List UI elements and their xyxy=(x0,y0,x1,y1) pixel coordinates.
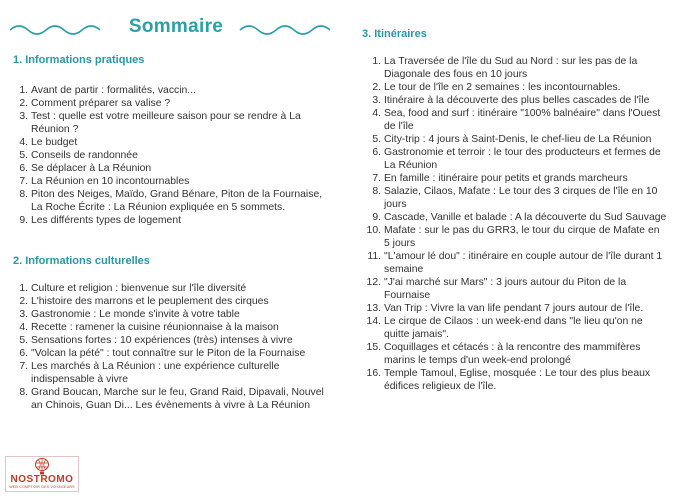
list-item xyxy=(362,276,668,302)
list-item xyxy=(13,214,333,227)
list-item-number: 2. xyxy=(372,82,381,93)
list-item-text: Itinéraire à la découverte des plus belles cascades de l'île xyxy=(384,95,650,106)
page-title: Sommaire xyxy=(128,16,224,37)
list-item xyxy=(13,360,335,386)
list-item xyxy=(13,136,333,149)
list-item-number: 1. xyxy=(372,56,381,67)
list-item-text: La Réunion en 10 incontournables xyxy=(31,176,190,187)
list-item-text: Test : quelle est votre meilleure saison pour se rendre à La Réunion ? xyxy=(31,111,301,135)
list-item-text: En famille : itinéraire pour petits et grands marcheurs xyxy=(384,173,628,184)
list-item xyxy=(13,188,333,214)
list-item-text: Avant de partir : formalités, vaccin... xyxy=(31,85,196,96)
list-item-text: Gastronomie et terroir : le tour des producteurs et fermes de La Réunion xyxy=(384,147,661,171)
list-item-text: Le budget xyxy=(31,137,78,148)
list-item-number: 7. xyxy=(19,176,28,187)
list-item-number: 11. xyxy=(367,251,381,262)
list-item-text: Gastronomie : Le monde s'invite à votre table xyxy=(31,309,240,320)
list-item-text: Conseils de randonnée xyxy=(31,150,138,161)
practical-list xyxy=(13,84,333,227)
list-item xyxy=(13,97,333,110)
list-item xyxy=(13,149,333,162)
list-item-text: Le tour de l'île en 2 semaines : les incontournables. xyxy=(384,82,621,93)
section-heading-cultural: 2. Informations culturelles xyxy=(13,255,150,267)
list-item xyxy=(13,282,335,295)
logo-brand: NOSTROMO xyxy=(10,474,74,485)
list-item-number: 7. xyxy=(372,173,381,184)
list-item-number: 9. xyxy=(372,212,381,223)
list-item-number: 15. xyxy=(366,342,381,353)
list-item xyxy=(362,133,668,146)
list-item-number: 12. xyxy=(366,277,381,288)
list-item-text: Culture et religion : bienvenue sur l'île diversité xyxy=(31,283,247,294)
hot-air-balloon-icon xyxy=(32,458,52,475)
list-item xyxy=(362,250,668,276)
list-item-number: 8. xyxy=(19,189,28,200)
list-item xyxy=(13,175,333,188)
list-item-text: Le cirque de Cilaos : un week-end dans "le lieu qu'on ne quitte jamais". xyxy=(384,316,643,340)
title-row xyxy=(8,10,344,46)
list-item-text: Piton des Neiges, Maïdo, Grand Bénare, Piton de la Fournaise, La Roche Écrite : La Réunion expliquée en 5 sommets. xyxy=(31,189,323,213)
list-item-number: 6. xyxy=(372,147,381,158)
list-item-text: "L'amour lé dou" : itinéraire en couple autour de l'île durant 1 semaine xyxy=(384,251,663,275)
list-item xyxy=(362,302,668,315)
nostromo-logo xyxy=(5,456,79,492)
list-item-number: 1. xyxy=(19,283,28,294)
list-item-number: 8. xyxy=(19,387,28,398)
section-heading-practical: 1. Informations pratiques xyxy=(13,54,145,66)
itineraries-list xyxy=(362,55,668,393)
list-item-number: 4. xyxy=(372,108,381,119)
list-item-number: 3. xyxy=(19,309,28,320)
list-item-text: Les marchés à La Réunion : une expérience culturelle indispensable à vivre xyxy=(31,361,280,385)
list-item-text: Comment préparer sa valise ? xyxy=(31,98,171,109)
list-item-number: 10. xyxy=(366,225,381,236)
list-item xyxy=(13,110,333,136)
list-item-number: 4. xyxy=(19,322,28,333)
list-item-number: 14. xyxy=(366,316,381,327)
list-item xyxy=(13,334,335,347)
section-heading-itineraries: 3. Itinéraires xyxy=(362,28,427,40)
list-item-text: City-trip : 4 jours à Saint-Denis, le chef-lieu de La Réunion xyxy=(384,134,652,145)
list-item-number: 9. xyxy=(19,215,28,226)
list-item-number: 3. xyxy=(372,95,381,106)
list-item-number: 6. xyxy=(19,348,28,359)
list-item-number: 7. xyxy=(19,361,28,372)
list-item xyxy=(362,81,668,94)
list-item xyxy=(13,84,333,97)
list-item xyxy=(362,341,668,367)
list-item-number: 2. xyxy=(19,296,28,307)
list-item xyxy=(362,107,668,133)
list-item xyxy=(13,321,335,334)
list-item-text: La Traversée de l'île du Sud au Nord : sur les pas de la Diagonale des fous en 10 jours xyxy=(384,56,638,80)
list-item-text: Temple Tamoul, Eglise, mosquée : Le tour des plus beaux édifices religieux de l'île. xyxy=(384,368,651,392)
list-item-text: Grand Boucan, Marche sur le feu, Grand Raid, Dipavali, Nouvel an Chinois, Guan Di... Les évènements à vivre à La Réunion xyxy=(31,387,324,411)
list-item-number: 2. xyxy=(19,98,28,109)
list-item-text: Recette : ramener la cuisine réunionnaise à la maison xyxy=(31,322,279,333)
list-item xyxy=(13,295,335,308)
list-item-number: 1. xyxy=(19,85,28,96)
list-item-text: Salazie, Cilaos, Mafate : Le tour des 3 cirques de l'île en 10 jours xyxy=(384,186,658,210)
list-item xyxy=(362,146,668,172)
list-item-text: "J'ai marché sur Mars" : 3 jours autour du Piton de la Fournaise xyxy=(384,277,627,301)
list-item-text: "Volcan la pété" : tout connaître sur le Piton de la Fournaise xyxy=(31,348,306,359)
list-item xyxy=(362,367,668,393)
list-item-number: 5. xyxy=(19,335,28,346)
list-item xyxy=(362,224,668,250)
list-item-text: Se déplacer à La Réunion xyxy=(31,163,152,174)
list-item-text: Sea, food and surf : itinéraire "100% balnéaire" dans l'Ouest de l'île xyxy=(384,108,661,132)
list-item xyxy=(362,55,668,81)
list-item-text: Coquillages et cétacés : à la rencontre des mammifères marins le temps d'un week-end prolongé xyxy=(384,342,641,366)
list-item xyxy=(13,386,335,412)
list-item-text: Sensations fortes : 10 expériences (très) intenses à vivre xyxy=(31,335,293,346)
list-item-number: 13. xyxy=(366,303,381,314)
list-item-text: Les différents types de logement xyxy=(31,215,181,226)
list-item xyxy=(362,211,668,224)
list-item-number: 16. xyxy=(366,368,381,379)
list-item-number: 8. xyxy=(372,186,381,197)
list-item xyxy=(362,172,668,185)
cultural-list xyxy=(13,282,335,412)
list-item-number: 6. xyxy=(19,163,28,174)
list-item-number: 5. xyxy=(19,150,28,161)
list-item-text: L'histoire des marrons et le peuplement des cirques xyxy=(31,296,269,307)
list-item xyxy=(13,162,333,175)
list-item-text: Cascade, Vanille et balade : A la découverte du Sud Sauvage xyxy=(384,212,667,223)
list-item-number: 3. xyxy=(19,111,28,122)
list-item-text: Mafate : sur le pas du GRR3, le tour du cirque de Mafate en 5 jours xyxy=(384,225,660,249)
list-item-number: 5. xyxy=(372,134,381,145)
list-item-text: Van Trip : Vivre la van life pendant 7 jours autour de l'île. xyxy=(384,303,644,314)
list-item xyxy=(362,315,668,341)
list-item xyxy=(362,185,668,211)
logo-tagline: WEB COMPTOIR DES VOYAGEURS xyxy=(9,485,75,489)
list-item xyxy=(13,308,335,321)
list-item-number: 4. xyxy=(19,137,28,148)
list-item xyxy=(362,94,668,107)
list-item xyxy=(13,347,335,360)
